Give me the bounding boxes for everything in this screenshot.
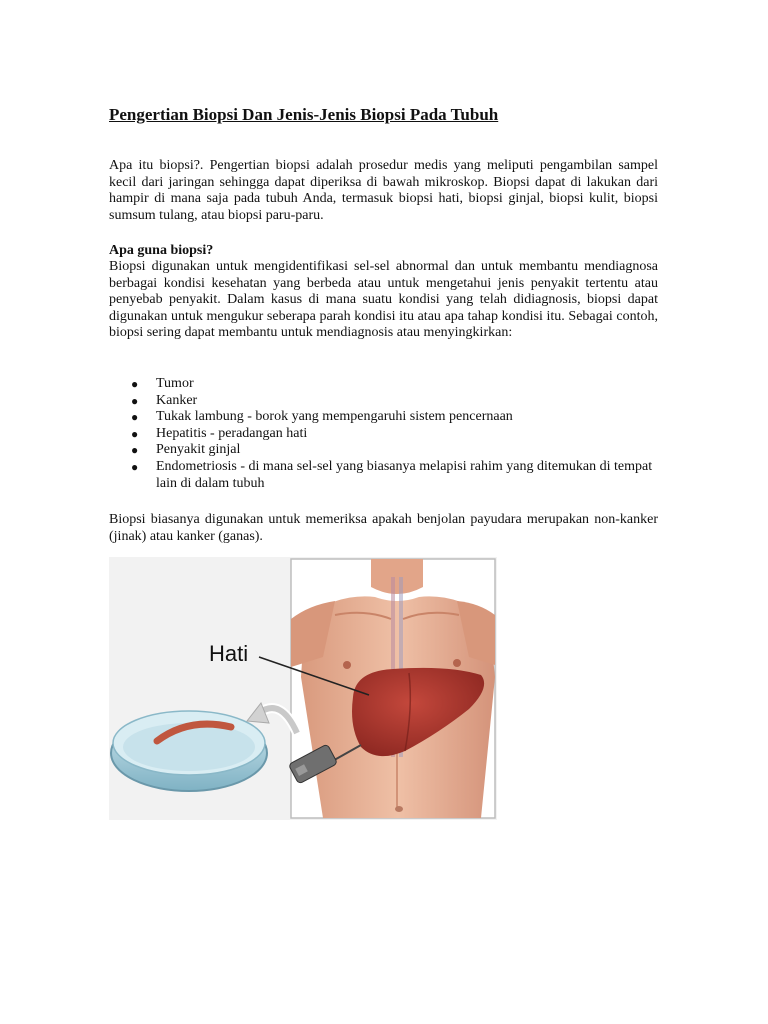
section-heading: Apa guna biopsi? bbox=[109, 243, 214, 258]
closing-paragraph: Biopsi biasanya digunakan untuk memeriksa apakah benjolan payudara merupakan non-kanker (jinak) atau kanker (ganas). bbox=[109, 512, 658, 544]
bullet-icon: ● bbox=[131, 443, 139, 458]
bullet-list bbox=[109, 376, 658, 492]
bullet-item bbox=[109, 409, 658, 426]
bullet-icon: ● bbox=[131, 426, 139, 441]
bullet-icon: ● bbox=[131, 459, 139, 474]
bullet-text: Tukak lambung - borok yang mempengaruhi sistem pencernaan bbox=[156, 409, 513, 425]
bullet-text: Penyakit ginjal bbox=[156, 442, 241, 458]
bullet-item bbox=[109, 442, 658, 459]
bullet-text: Hepatitis - peradangan hati bbox=[156, 425, 308, 441]
bullet-text: Endometriosis - di mana sel-sel yang biasanya melapisi rahim yang ditemukan di tempat lain di dalam tubuh bbox=[156, 458, 653, 491]
bullet-icon: ● bbox=[131, 393, 139, 408]
bullet-item bbox=[109, 459, 658, 492]
bullet-text: Kanker bbox=[156, 392, 198, 408]
intro-paragraph: Apa itu biopsi?. Pengertian biopsi adalah prosedur medis yang meliputi pengambilan sampel kecil dari jaringan sehingga dapat diperiksa di bawah mikroskop. Biopsi dapat di lakukan dari hampir di mana saja pada tubuh Anda, termasuk biopsi hati, biopsi ginjal, biopsi kulit, biopsi sumsum tulang, atau biopsi paru-paru. bbox=[109, 158, 658, 223]
figure-label: Hati bbox=[209, 641, 249, 666]
bullet-item bbox=[109, 393, 658, 410]
bullet-item bbox=[109, 426, 658, 443]
bullet-icon: ● bbox=[131, 377, 139, 391]
liver-biopsy-illustration bbox=[109, 557, 497, 820]
bullet-icon: ● bbox=[131, 410, 139, 425]
section-paragraph: Biopsi digunakan untuk mengidentifikasi sel-sel abnormal dan untuk membantu mendiagnosa berbagai kondisi kesehatan yang berbeda atau untuk mengetahui jenis penyakit tertentu atau penyebab penyakit. Dalam kasus di mana suatu kondisi yang telah didiagnosis, biopsi dapat digunakan untuk mengukur seberapa parah kondisi itu atau apa tahap kondisi itu. Sebagai contoh, biopsi sering dapat membantu untuk mendiagnosis atau menyingkirkan: bbox=[109, 259, 658, 341]
bullet-item bbox=[109, 376, 658, 393]
petri-dish bbox=[111, 711, 267, 791]
document-title: Pengertian Biopsi Dan Jenis-Jenis Biopsi Pada Tubuh bbox=[109, 105, 499, 124]
bullet-text: Tumor bbox=[156, 376, 194, 391]
